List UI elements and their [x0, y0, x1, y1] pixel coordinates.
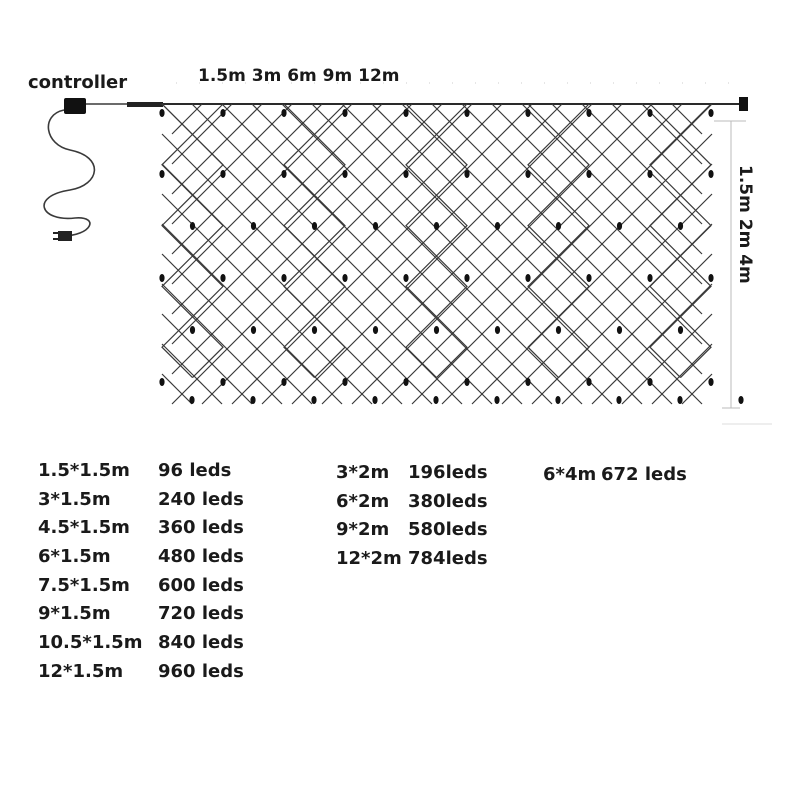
led-bulb — [586, 378, 591, 386]
led-bulb — [220, 109, 225, 117]
spec-row — [38, 543, 244, 572]
spec-led-count: 196leds — [408, 462, 488, 483]
height-dimension-label: 1.5m 2m 4m — [735, 165, 755, 284]
net-wire — [472, 164, 712, 404]
led-bulb — [586, 274, 591, 282]
net-wire — [172, 104, 292, 224]
net-wire — [172, 104, 322, 254]
led-bulb — [586, 170, 591, 178]
spec-row — [38, 629, 244, 658]
spec-row — [336, 459, 488, 488]
led-bulb — [220, 170, 225, 178]
led-bulb — [342, 109, 347, 117]
spec-led-count: 840 leds — [158, 632, 244, 654]
spec-row — [38, 658, 244, 687]
led-bulb — [586, 109, 591, 117]
spec-led-count: 600 leds — [158, 574, 244, 596]
spec-row — [38, 457, 244, 486]
led-bulb — [464, 274, 469, 282]
net-wire — [437, 104, 468, 378]
spec-size: 3*1.5m — [38, 488, 111, 510]
width-dimension-label: 1.5m 3m 6m 9m 12m — [198, 66, 400, 86]
net-wire — [592, 284, 712, 404]
controller-cable — [44, 104, 128, 236]
spec-size: 9*2m — [336, 519, 390, 541]
controller-box-icon — [64, 98, 86, 114]
led-bulb — [220, 274, 225, 282]
spec-column-2 — [336, 459, 488, 574]
led-bulb — [494, 396, 499, 404]
led-bulb — [281, 170, 286, 178]
led-bulb — [251, 222, 256, 230]
led-bulb — [250, 396, 255, 404]
led-bulb — [281, 109, 286, 117]
led-bulb — [372, 396, 377, 404]
net-wire — [162, 284, 282, 404]
led-bulb — [525, 274, 530, 282]
spec-row — [336, 545, 488, 574]
led-bulb — [617, 222, 622, 230]
net-wire — [162, 164, 402, 404]
net-wire — [193, 104, 224, 378]
spec-row — [38, 600, 244, 629]
spec-size: 6*4m — [543, 464, 597, 485]
led-bulb — [403, 274, 408, 282]
led-bulb — [190, 222, 195, 230]
spec-led-count: 96 leds — [158, 460, 232, 481]
net-wire — [406, 104, 437, 378]
led-bulb — [647, 170, 652, 178]
led-bulb — [708, 170, 713, 178]
net-wire — [172, 104, 352, 284]
spec-size: 7.5*1.5m — [38, 574, 130, 596]
led-bulb — [403, 109, 408, 117]
led-bulb — [556, 326, 561, 334]
led-bulb — [647, 109, 652, 117]
led-bulb — [647, 378, 652, 386]
led-bulb — [495, 222, 500, 230]
spec-size: 12*1.5m — [38, 660, 124, 682]
led-bulb — [617, 326, 622, 334]
led-bulb — [342, 170, 347, 178]
spec-led-count: 784leds — [408, 548, 488, 570]
spec-size: 12*2m — [336, 548, 402, 570]
spec-led-count: 720 leds — [158, 603, 244, 625]
net-wire — [162, 314, 252, 404]
led-bulb — [281, 274, 286, 282]
led-bulb — [434, 326, 439, 334]
led-bulb — [311, 396, 316, 404]
led-bulb — [373, 326, 378, 334]
led-bulb — [464, 170, 469, 178]
spec-led-count: 672 leds — [601, 464, 687, 485]
net-wire — [612, 104, 702, 194]
led-bulb — [251, 326, 256, 334]
spec-size: 9*1.5m — [38, 603, 111, 625]
led-bulb — [708, 109, 713, 117]
led-bulb — [678, 326, 683, 334]
led-bulb — [556, 222, 561, 230]
led-bulb — [434, 222, 439, 230]
spec-led-count: 240 leds — [158, 488, 244, 510]
led-bulb — [189, 396, 194, 404]
spec-size: 6*1.5m — [38, 546, 111, 568]
led-bulb — [525, 109, 530, 117]
spec-row — [38, 572, 244, 601]
net-wire — [162, 104, 193, 378]
led-bulb — [433, 396, 438, 404]
net-wire — [562, 254, 712, 404]
net-wire — [442, 134, 712, 404]
net-wire — [172, 104, 382, 314]
spec-size: 4.5*1.5m — [38, 517, 130, 539]
spec-row — [336, 488, 488, 517]
led-bulb — [464, 109, 469, 117]
led-bulb — [555, 396, 560, 404]
spec-row — [38, 486, 244, 515]
spec-led-count: 480 leds — [158, 546, 244, 568]
spec-led-count: 960 leds — [158, 660, 244, 682]
led-bulb — [281, 378, 286, 386]
spec-led-count: 580leds — [408, 519, 488, 541]
net-wire — [162, 134, 432, 404]
spec-row — [336, 516, 488, 545]
led-bulb — [464, 378, 469, 386]
net-wires — [162, 104, 712, 404]
net-wire — [172, 104, 442, 374]
lead-wire-connector — [127, 102, 163, 107]
net-wire — [652, 344, 712, 404]
net-wire — [172, 104, 262, 194]
net-wire — [432, 104, 702, 374]
led-bulb — [708, 378, 713, 386]
led-bulb — [220, 378, 225, 386]
spec-row — [38, 514, 244, 543]
led-bulb — [678, 222, 683, 230]
net-wire — [162, 344, 222, 404]
net-wire — [522, 104, 702, 284]
led-bulb — [373, 222, 378, 230]
led-bulb — [342, 274, 347, 282]
led-bulb — [647, 274, 652, 282]
plug-icon — [53, 231, 72, 241]
led-bulb — [159, 109, 164, 117]
spec-led-count: 360 leds — [158, 517, 244, 539]
led-bulb — [190, 326, 195, 334]
spec-row — [543, 461, 687, 490]
led-bulb — [616, 396, 621, 404]
led-bulb — [159, 274, 164, 282]
net-wire — [532, 224, 712, 404]
spec-size: 6*2m — [336, 490, 390, 512]
spec-column-3 — [543, 461, 687, 490]
led-bulb — [677, 396, 682, 404]
led-bulb — [403, 170, 408, 178]
controller-label: controller — [28, 72, 128, 93]
net-wire — [492, 104, 702, 314]
spec-column-1 — [38, 457, 244, 687]
spec-size: 1.5*1.5m — [38, 460, 130, 481]
end-cap-icon — [739, 97, 748, 111]
led-bulb — [738, 396, 743, 404]
led-bulb — [403, 378, 408, 386]
net-wire — [582, 104, 702, 224]
led-bulb — [495, 326, 500, 334]
led-bulb — [312, 222, 317, 230]
led-bulb — [312, 326, 317, 334]
spec-size: 10.5*1.5m — [38, 632, 143, 654]
led-bulb — [708, 274, 713, 282]
net-wire — [162, 254, 312, 404]
led-bulb — [342, 378, 347, 386]
led-bulb — [159, 378, 164, 386]
spec-led-count: 380leds — [408, 490, 488, 512]
spec-size: 3*2m — [336, 462, 390, 483]
led-bulb — [525, 170, 530, 178]
led-bulb — [525, 378, 530, 386]
led-bulb — [159, 170, 164, 178]
